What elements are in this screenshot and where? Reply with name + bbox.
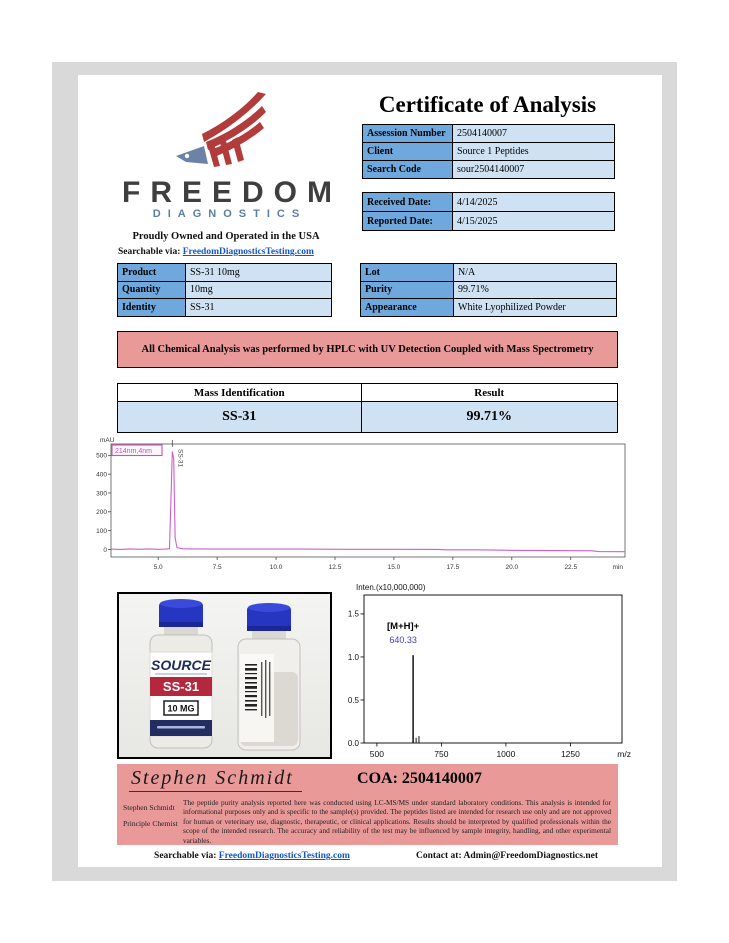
svg-text:0.5: 0.5 bbox=[347, 695, 359, 705]
info-value: sour2504140007 bbox=[453, 161, 615, 179]
svg-text:400: 400 bbox=[96, 471, 107, 479]
signer-title: Principle Chemist bbox=[123, 819, 178, 828]
svg-text:SS-31: SS-31 bbox=[176, 449, 184, 468]
dates-table bbox=[362, 192, 615, 231]
logo-searchable-line bbox=[118, 247, 314, 257]
product-label: Identity bbox=[118, 299, 186, 317]
info-label: Search Code bbox=[363, 161, 453, 179]
info-value: 2504140007 bbox=[453, 125, 615, 143]
svg-text:1000: 1000 bbox=[496, 749, 516, 759]
date-value: 4/14/2025 bbox=[453, 193, 615, 212]
lot-value: White Lyophilized Powder bbox=[454, 299, 617, 317]
svg-text:214nm,4nm: 214nm,4nm bbox=[115, 448, 152, 455]
svg-text:300: 300 bbox=[96, 490, 107, 498]
page-title: Certificate of Analysis bbox=[378, 92, 597, 117]
signer-identity bbox=[123, 800, 183, 832]
lot-value: N/A bbox=[454, 264, 617, 282]
svg-text:m/z: m/z bbox=[617, 749, 631, 759]
svg-text:10.0: 10.0 bbox=[269, 564, 283, 571]
signature-block bbox=[117, 764, 618, 845]
svg-text:mAU: mAU bbox=[100, 437, 115, 444]
product-table bbox=[117, 263, 332, 317]
vials-illustration bbox=[119, 594, 330, 757]
svg-text:7.5: 7.5 bbox=[212, 564, 222, 571]
svg-text:640.33: 640.33 bbox=[389, 635, 417, 646]
product-value: SS-31 10mg bbox=[186, 264, 332, 282]
result-value: 99.71% bbox=[361, 402, 618, 433]
info-label: Assession Number bbox=[363, 125, 453, 143]
method-banner: All Chemical Analysis was performed by HPLC with UV Detection Coupled with Mass Spectrometry bbox=[117, 331, 618, 368]
vial-dose-text: 10 MG bbox=[167, 703, 195, 714]
product-value: SS-31 bbox=[186, 299, 332, 317]
date-label: Reported Date: bbox=[363, 212, 453, 231]
mass-id-value: SS-31 bbox=[118, 402, 362, 433]
vial-peptide-text: SS-31 bbox=[162, 679, 200, 694]
lot-value: 99.71% bbox=[454, 281, 617, 299]
svg-text:Inten.(x10,000,000): Inten.(x10,000,000) bbox=[356, 583, 426, 592]
freedom-logo-eagle-icon bbox=[166, 90, 276, 182]
svg-text:[M+H]+: [M+H]+ bbox=[387, 621, 420, 633]
product-value: 10mg bbox=[186, 281, 332, 299]
date-label: Received Date: bbox=[363, 193, 453, 212]
svg-text:500: 500 bbox=[96, 452, 107, 460]
product-label: Quantity bbox=[118, 281, 186, 299]
svg-text:5.0: 5.0 bbox=[153, 564, 163, 571]
footer-contact: Contact at: Admin@FreedomDiagnostics.net bbox=[415, 851, 599, 861]
product-label: Product bbox=[118, 264, 186, 282]
signature-script: Stephen Schmidt bbox=[129, 767, 302, 792]
svg-text:15.0: 15.0 bbox=[387, 564, 401, 571]
signer-name: Stephen Schmidt bbox=[123, 803, 175, 812]
svg-text:17.5: 17.5 bbox=[446, 564, 460, 571]
svg-text:750: 750 bbox=[434, 749, 449, 759]
disclaimer-text: The peptide purity analysis reported here was conducted using LC-MS/MS under standard laboratory conditions. This analysis is intended for informational purposes only and is specific to the sample(s) provided. The peptides listed are intended for research use only and are not approved for human or veterinary use, diagnostic, therapeutic, or clinical applications. Results should be interpreted by qualified professionals within the scope of the intended research. The accuracy and reliability of the test may be influenced by sample integrity, handling, and other experimental variables. bbox=[183, 798, 611, 845]
lot-label: Lot bbox=[361, 264, 454, 282]
logo-tagline: Proudly Owned and Operated in the USA bbox=[132, 231, 320, 242]
date-value: 4/15/2025 bbox=[453, 212, 615, 231]
coa-number: COA: 2504140007 bbox=[357, 770, 482, 787]
vial-brand-text: SOURCE bbox=[151, 657, 211, 673]
info-value: Source 1 Peptides bbox=[453, 143, 615, 161]
svg-text:1.5: 1.5 bbox=[347, 609, 359, 619]
lot-label: Appearance bbox=[361, 299, 454, 317]
mass-spectrum bbox=[342, 580, 632, 762]
svg-text:min: min bbox=[612, 564, 623, 571]
svg-text:200: 200 bbox=[96, 509, 107, 517]
mass-id-header: Mass Identification bbox=[118, 384, 362, 402]
lot-table bbox=[360, 263, 617, 317]
footer-searchable-prefix: Searchable via: bbox=[154, 851, 219, 861]
lot-label: Purity bbox=[361, 281, 454, 299]
svg-text:20.0: 20.0 bbox=[505, 564, 519, 571]
svg-text:22.5: 22.5 bbox=[564, 564, 578, 571]
svg-text:500: 500 bbox=[369, 749, 384, 759]
svg-text:0: 0 bbox=[103, 546, 107, 554]
footer-searchable bbox=[117, 851, 387, 861]
info-label: Client bbox=[363, 143, 453, 161]
mass-id-table bbox=[117, 383, 618, 433]
svg-text:1250: 1250 bbox=[560, 749, 580, 759]
hplc-chromatogram bbox=[94, 434, 630, 580]
product-vials-photo bbox=[117, 592, 332, 759]
searchable-prefix: Searchable via: bbox=[118, 247, 183, 257]
svg-text:0.0: 0.0 bbox=[347, 738, 359, 748]
svg-text:12.5: 12.5 bbox=[328, 564, 342, 571]
logo-sub-text: DIAGNOSTICS bbox=[152, 208, 307, 220]
logo-brand-text: FREEDOM bbox=[122, 176, 342, 209]
svg-text:100: 100 bbox=[96, 528, 107, 536]
searchable-link[interactable]: FreedomDiagnosticsTesting.com bbox=[182, 247, 314, 257]
result-header: Result bbox=[361, 384, 618, 402]
footer-searchable-link[interactable]: FreedomDiagnosticsTesting.com bbox=[218, 851, 350, 861]
info-table bbox=[362, 124, 615, 179]
svg-text:1.0: 1.0 bbox=[347, 652, 359, 662]
